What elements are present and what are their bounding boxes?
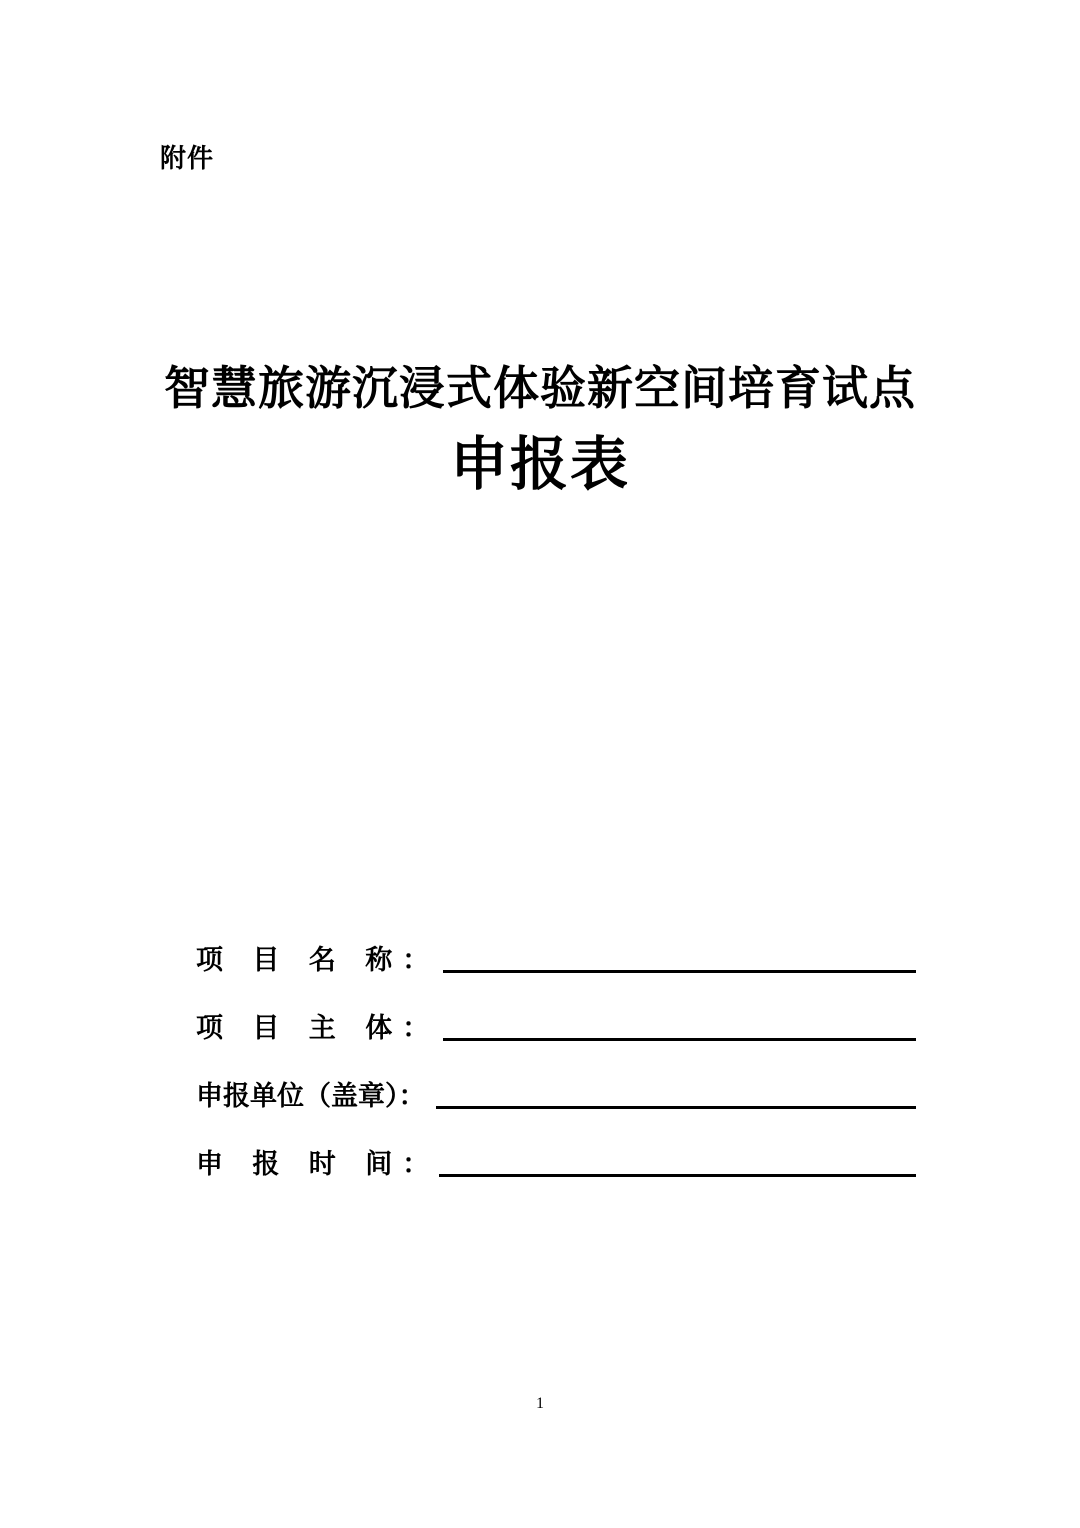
field-row-applicant-unit	[196, 1061, 916, 1115]
field-row-project-subject	[196, 993, 916, 1047]
document-title-line-2: 申报表	[449, 431, 630, 497]
attachment-label: 附件	[160, 144, 215, 174]
application-date-input-line[interactable]	[439, 1173, 916, 1177]
applicant-unit-label: 申报单位（盖章）：	[196, 1081, 426, 1112]
document-title-line-1: 智慧旅游沉浸式体验新空间培育试点	[164, 363, 916, 414]
project-subject-label: 项 目 主 体：	[196, 1013, 440, 1044]
form-fields	[196, 925, 916, 1197]
project-name-input-line[interactable]	[443, 969, 916, 973]
applicant-unit-input-line[interactable]	[436, 1105, 917, 1109]
application-date-label: 申 报 时 间：	[196, 1149, 440, 1180]
project-name-label: 项 目 名 称：	[196, 945, 440, 976]
project-subject-input-line[interactable]	[443, 1037, 916, 1041]
page-number: 1	[536, 1395, 544, 1412]
field-row-application-date	[196, 1129, 916, 1183]
document-title-block	[0, 360, 1080, 504]
field-row-project-name	[196, 925, 916, 979]
